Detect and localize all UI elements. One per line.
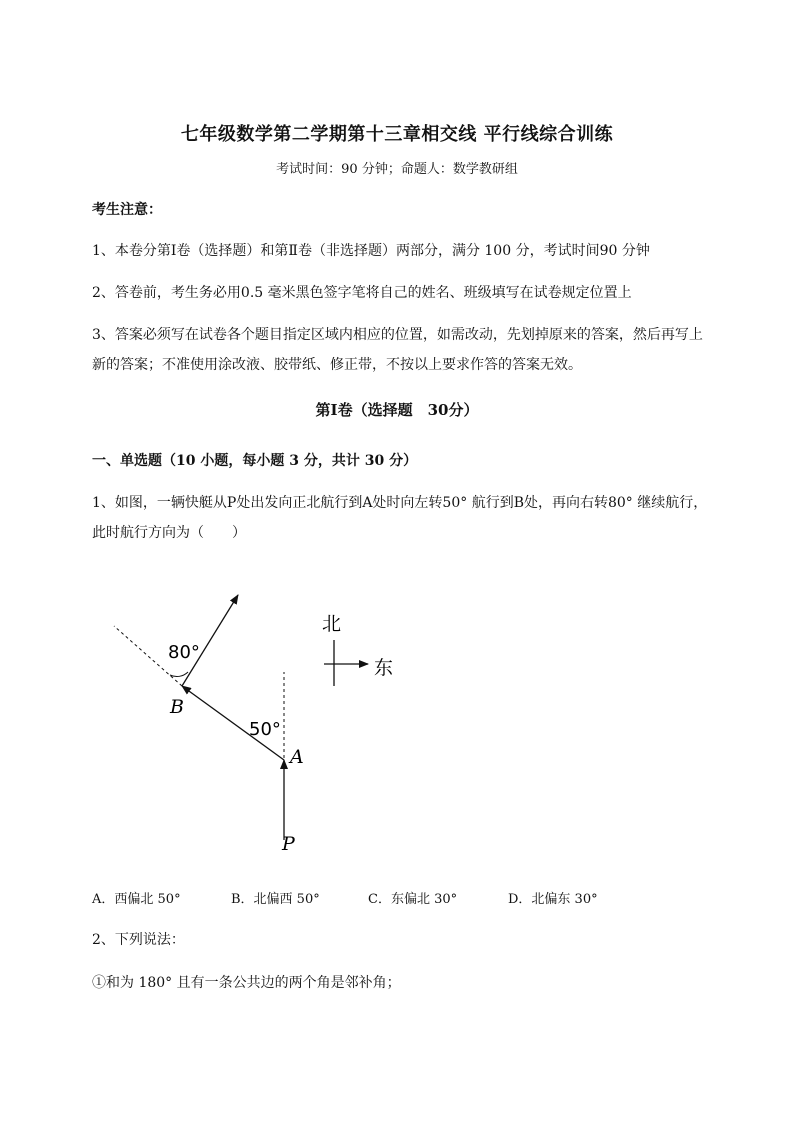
angle-50-label: 50°: [249, 719, 281, 740]
question-2-intro: 2、下列说法：: [92, 932, 185, 948]
compass-east-label: 东: [374, 657, 394, 679]
page-subtitle: 考试时间：90 分钟；命题人：数学教研组: [276, 162, 518, 177]
angle-80-label: 80°: [168, 642, 200, 663]
notice-heading: 考生注意：: [92, 202, 162, 218]
page-title: 七年级数学第二学期第十三章相交线 平行线综合训练: [180, 124, 614, 145]
option-a[interactable]: A．西偏北 50°: [92, 892, 181, 907]
question-1-text: 1、如图，一辆快艇从P处出发向正北航行到A处时向左转50° 航行到B处，再向右转80° 继续航行，此时航行方向为（ ）: [92, 495, 708, 541]
angle-arc-b: [170, 672, 188, 677]
point-b-label: B: [170, 696, 184, 718]
option-c[interactable]: C．东偏北 30°: [368, 892, 458, 907]
notice-item-2: 2、答卷前，考生务必用0.5 毫米黑色签字笔将自己的姓名、班级填写在试卷规定位置上: [92, 285, 632, 301]
point-a-label: A: [290, 746, 304, 768]
question-2-item-1: ①和为 180° 且有一条公共边的两个角是邻补角；: [92, 975, 401, 991]
notice-item-1: 1、本卷分第Ⅰ卷（选择题）和第Ⅱ卷（非选择题）两部分，满分 100 分，考试时间90 分钟: [92, 243, 650, 259]
section-title: 第Ⅰ卷（选择题 30分）: [315, 401, 479, 419]
option-b[interactable]: B．北偏西 50°: [231, 892, 320, 907]
option-d[interactable]: D．北偏东 30°: [508, 892, 598, 907]
point-p-label: P: [282, 833, 295, 855]
notice-item-3: 3、答案必须写在试卷各个题目指定区域内相应的位置，如需改动，先划掉原来的答案，然后再写上新的答案；不准使用涂改液、胶带纸、修正带，不按以上要求作答的答案无效。: [92, 327, 703, 373]
path-b-onward: [182, 595, 238, 686]
compass-north-label: 北: [322, 613, 342, 635]
part-heading: 一、单选题（10 小题，每小题 3 分，共计 30 分）: [92, 453, 418, 469]
question-1-figure: [100, 580, 420, 870]
